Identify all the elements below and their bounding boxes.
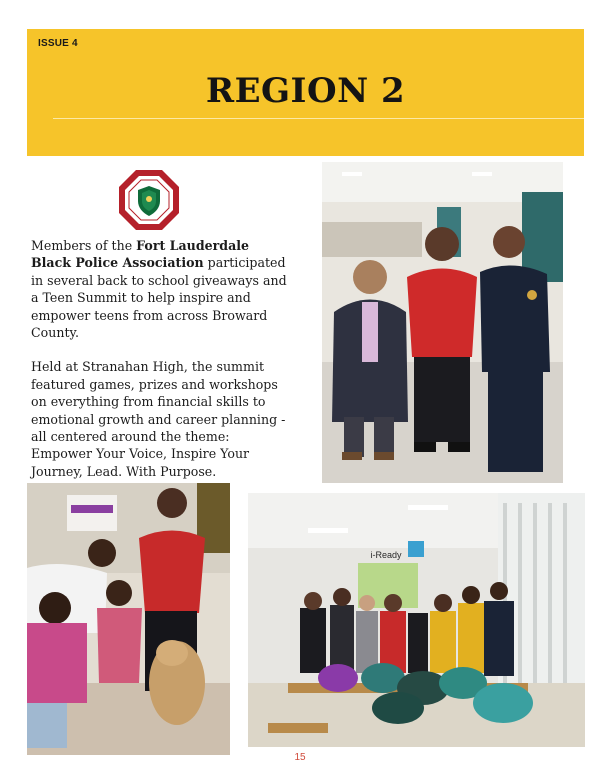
header-banner (27, 29, 584, 156)
issue-label: ISSUE 4 (38, 38, 78, 49)
page-title: REGION 2 (205, 71, 406, 111)
association-name: Fort Lauderdale Black Police Association (31, 238, 250, 271)
shield-badge-icon (117, 168, 181, 232)
photo-sign-text: i-Ready (370, 550, 402, 560)
photo-group-portrait (322, 162, 563, 483)
article-text: Members of the (31, 238, 137, 253)
photo-backpack-giveaway (248, 493, 585, 747)
photo-kids-with-dog (27, 483, 230, 755)
article-text: participated in several back to school giveaways and a Teen Summit to help inspire and empower teens from across Broward County. (31, 255, 287, 341)
article-paragraph-1 (31, 237, 293, 341)
association-logo (117, 168, 181, 232)
article-paragraph-2: Held at Stranahan High, the summit featured games, prizes and workshops on everything from financial skills to emotional growth and career planning - all centered around the theme: Empower Your Voice, Inspire Your Journey, Lead. With Purpose. (31, 359, 286, 479)
page-number: 15 (294, 752, 306, 763)
header-divider (53, 118, 584, 119)
article-body (31, 237, 293, 497)
